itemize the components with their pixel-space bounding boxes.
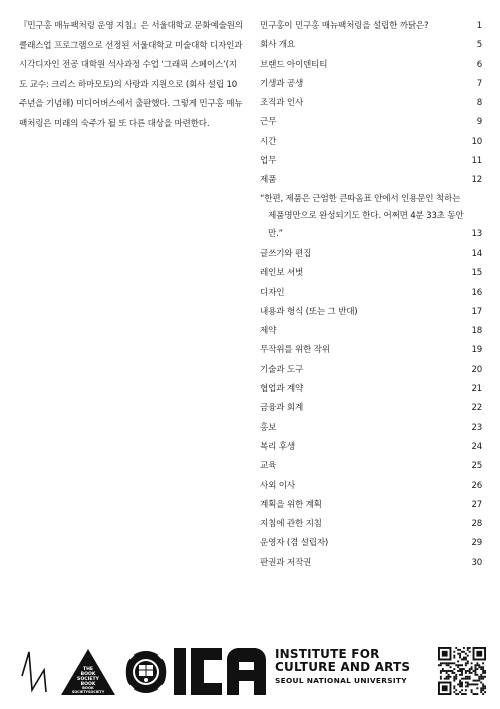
toc-entry-page: 20 [471, 364, 482, 375]
toc-entry-title: 금융과 회계 [260, 403, 304, 414]
toc-entry-title: 교육 [260, 461, 277, 472]
toc-entry-title: 회사 개요 [260, 40, 295, 51]
toc-entry[interactable] [260, 133, 482, 152]
toc-entry-title: 무작위를 위한 작위 [260, 345, 330, 356]
ica-line1: INSTITUTE FOR [275, 647, 380, 661]
toc-entry-page: 24 [471, 441, 482, 452]
toc-entry-page: 12 [471, 175, 482, 186]
ica-logo-mark [174, 648, 270, 696]
toc-entry-title: 협업과 계약 [260, 384, 304, 395]
toc-entry-title: “한편, 제품은 근엄한 큰따옴표 안에서 인용문인 척하는 제품명만으로 완성되기도 한다. 어쩌면 4분 33초 동안만.” [260, 193, 464, 239]
toc-entry-page: 15 [471, 268, 482, 279]
footer-logos [0, 640, 500, 700]
toc-entry[interactable] [260, 534, 482, 553]
toc-entry-title: 판권과 저작권 [260, 557, 312, 568]
toc-entry-title: 홍보 [260, 422, 277, 433]
toc-entry-title: 기술과 도구 [260, 364, 304, 375]
ica-line3: SEOUL NATIONAL UNIVERSITY [275, 676, 407, 685]
book-society-line2: BOOK [80, 672, 96, 677]
toc-entry-page: 18 [471, 326, 482, 337]
book-society-logo [60, 648, 116, 696]
toc-entry-page: 26 [471, 480, 482, 491]
toc-entry-page: 23 [471, 422, 482, 433]
toc-entry-page: 7 [476, 78, 482, 89]
toc-entry-title: 디자인 [260, 287, 285, 298]
toc-entry-page: 9 [476, 117, 482, 128]
toc-entry[interactable] [260, 419, 482, 438]
qr-code[interactable] [438, 647, 486, 695]
toc-entry[interactable] [260, 554, 482, 573]
toc-entry-page: 10 [471, 136, 482, 147]
toc-entry[interactable] [260, 264, 482, 283]
toc-entry-page: 17 [471, 306, 482, 317]
toc-entry[interactable] [260, 477, 482, 496]
toc-entry-title: 사외 이사 [260, 480, 295, 491]
toc-entry-page: 8 [476, 98, 482, 109]
toc-entry[interactable] [260, 399, 482, 418]
toc-entry[interactable] [260, 56, 482, 75]
ica-wordmark [275, 648, 410, 685]
toc-entry-title: 시간 [260, 136, 277, 147]
toc-entry[interactable] [260, 36, 482, 55]
toc-entry-page: 13 [471, 228, 482, 239]
toc-entry-title: 민구홍이 민구홍 매뉴팩처링을 설립한 까닭은? [260, 21, 429, 31]
toc-entry-title: 지침에 관한 지침 [260, 519, 322, 530]
toc-entry-page: 6 [476, 59, 482, 70]
toc-entry-page: 19 [471, 345, 482, 356]
toc-entry[interactable] [260, 322, 482, 341]
toc-entry[interactable] [260, 171, 482, 190]
toc-entry-page: 29 [471, 538, 482, 549]
toc-entry-title: 제약 [260, 326, 277, 337]
book-society-line3: SOCIETY [77, 677, 99, 682]
toc-entry-page: 28 [471, 519, 482, 530]
book-society-line6: SOCIETYSOCIETY [71, 690, 105, 694]
toc-entry-page: 21 [471, 384, 482, 395]
zigzag-logo [20, 650, 48, 694]
toc-entry-title: 근무 [260, 117, 277, 128]
toc-entry-title: 브랜드 아이덴티티 [260, 59, 328, 70]
toc-entry-title: 복리 후생 [260, 441, 295, 452]
toc-entry[interactable] [260, 17, 482, 36]
toc-entry-page: 30 [471, 557, 482, 568]
toc-entry-title: 기생과 공생 [260, 78, 304, 89]
toc-entry-page: 22 [471, 403, 482, 414]
toc-entry[interactable] [260, 75, 482, 94]
book-society-line5: BOOK [82, 686, 94, 690]
toc-entry-page: 1 [476, 21, 482, 31]
university-seal-logo [124, 649, 168, 695]
toc-entry-page: 5 [476, 40, 482, 51]
toc-entry[interactable] [260, 191, 482, 245]
toc-entry-title: 조직과 인사 [260, 98, 304, 109]
toc-entry-title: 계획을 위한 계획 [260, 499, 322, 510]
table-of-contents [260, 17, 482, 573]
toc-entry[interactable] [260, 303, 482, 322]
toc-entry[interactable] [260, 496, 482, 515]
book-society-line4: BOOK [80, 682, 96, 687]
toc-entry-page: 16 [471, 287, 482, 298]
toc-entry-title: 제품 [260, 175, 277, 186]
colophon-text: 『민구홍 매뉴팩처링 운영 지침』은 서울대학교 문화예술원의 클래스업 프로그램으로 선정된 서울대학교 미술대학 디자인과 시각디자인 전공 대학원 석사과정 수업 ‘그래픽 스페이스’(지도 교수: 크리스 하마모토)의 사랑과 지원으로 (회사 설립 10주년을 기념해) 미디어버스에서 출판했다. 그렇게 민구홍 매뉴팩처링은 미래의 숙주가 될 또 다른 대상을 마련한다. [19, 21, 243, 129]
toc-entry[interactable] [260, 113, 482, 132]
toc-entry-page: 25 [471, 461, 482, 472]
toc-entry[interactable] [260, 341, 482, 360]
toc-entry[interactable] [260, 284, 482, 303]
toc-entry[interactable] [260, 245, 482, 264]
toc-entry-title: 내용과 형식 (또는 그 반대) [260, 306, 358, 317]
toc-entry-page: 27 [471, 499, 482, 510]
toc-entry-title: 레인보 셔벗 [260, 268, 304, 279]
toc-entry[interactable] [260, 361, 482, 380]
toc-entry-title: 운영자 (겸 설립자) [260, 538, 329, 549]
toc-entry-title: 업무 [260, 156, 277, 167]
toc-entry-title: 글쓰기와 편집 [260, 248, 312, 259]
toc-entry[interactable] [260, 94, 482, 113]
toc-entry[interactable] [260, 152, 482, 171]
toc-entry[interactable] [260, 380, 482, 399]
book-society-line1: THE [82, 667, 94, 672]
toc-entry[interactable] [260, 457, 482, 476]
toc-entry-page: 11 [471, 156, 482, 167]
ica-line2: CULTURE AND ARTS [275, 660, 411, 674]
toc-entry[interactable] [260, 515, 482, 534]
toc-entry[interactable] [260, 438, 482, 457]
toc-entry-page: 14 [471, 248, 482, 259]
